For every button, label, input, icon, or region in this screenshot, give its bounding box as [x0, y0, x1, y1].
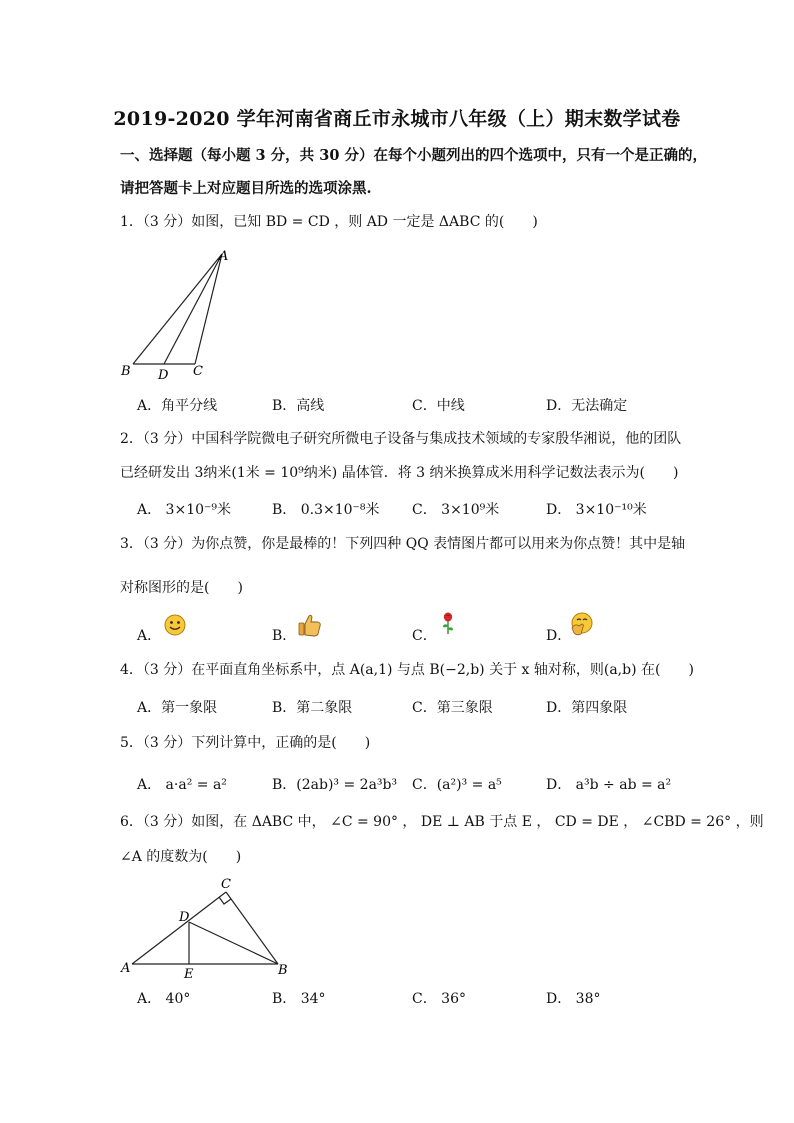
label-c: C: [221, 877, 231, 892]
label-a: A: [219, 249, 229, 264]
q4-stem: 4．（3 分）在平面直角坐标系中，点 A(a,1) 与点 B(−2,b) 关于 x 轴对称，则(a,b) 在( ): [120, 662, 694, 678]
label-b: B: [278, 963, 288, 978]
hand-cover-face-icon: [569, 611, 595, 637]
q6-option-c: C． 36°: [412, 991, 466, 1007]
q1-stem: 1．（3 分）如图，已知 BD = CD ，则 AD 一定是 ΔABC 的( ): [120, 214, 538, 230]
label-e: E: [184, 967, 194, 982]
segment-db: [189, 922, 278, 964]
section-heading-line-1: 一、选择题（每小题 3 分，共 30 分）在每个小题列出的四个选项中，只有一个是正确的，: [120, 147, 707, 164]
segment-cb: [226, 892, 278, 964]
q2-stem-line-1: 2．（3 分）中国科学院微电子研究所微电子设备与集成技术领域的专家殷华湘说，他的团队: [120, 431, 682, 447]
label-d: D: [179, 910, 190, 925]
segment-ad: [164, 254, 222, 364]
q6-option-b: B． 34°: [272, 991, 326, 1007]
q6-right-triangle-figure: [118, 874, 298, 982]
q4-option-b: B．第二象限: [272, 700, 353, 716]
q5-option-a: A． a·a² = a²: [137, 777, 227, 793]
q3-option-d: D．: [546, 628, 572, 644]
thumbs-up-icon: [297, 612, 323, 638]
q6-stem-line-2: ∠A 的度数为( ): [120, 849, 242, 865]
q5-stem: 5．（3 分）下列计算中，正确的是( ): [120, 735, 371, 751]
segment-ac: [132, 892, 226, 964]
q4-option-c: C．第三象限: [412, 700, 493, 716]
rose-icon: [440, 611, 456, 635]
q5-option-d: D． a³b ÷ ab = a²: [546, 777, 672, 793]
q2-stem-line-2: 已经研发出 3纳米(1米 = 10⁹纳米) 晶体管．将 3 纳米换算成米用科学记数法表示为( ): [120, 465, 679, 481]
q3-option-a: A．: [137, 628, 162, 644]
q6-stem-line-1: 6．（3 分）如图，在 ΔABC 中， ∠C = 90° ， DE ⊥ AB 于点 E ， CD = DE ， ∠CBD = 26° ，则: [120, 814, 764, 830]
q2-option-a: A． 3×10⁻⁹米: [137, 502, 232, 518]
smiley-icon: [163, 613, 187, 637]
q3-stem-line-2: 对称图形的是( ): [120, 580, 243, 596]
q2-option-b: B． 0.3×10⁻⁸米: [272, 502, 380, 518]
q3-option-c: C．: [412, 628, 437, 644]
q4-option-a: A．第一象限: [137, 700, 218, 716]
q2-option-c: C． 3×10⁹米: [412, 502, 500, 518]
label-b: B: [121, 364, 131, 379]
label-a: A: [121, 961, 131, 976]
q6-option-d: D． 38°: [546, 991, 601, 1007]
label-c: C: [193, 364, 203, 379]
q1-option-c: C．中线: [412, 398, 465, 414]
q1-option-b: B．高线: [272, 398, 325, 414]
q1-triangle-figure: [118, 246, 238, 386]
q5-option-c: C．(a²)³ = a⁵: [412, 777, 502, 793]
label-d: D: [158, 368, 169, 383]
q1-option-d: D．无法确定: [546, 398, 628, 414]
q6-option-a: A． 40°: [137, 991, 191, 1007]
q3-option-b: B．: [272, 628, 297, 644]
q5-option-b: B．(2ab)³ = 2a³b³: [272, 777, 398, 793]
q2-option-d: D． 3×10⁻¹⁰米: [546, 502, 647, 518]
section-heading-line-2: 请把答题卡上对应题目所选的选项涂黑.: [120, 180, 372, 197]
page-title: 2019-2020 学年河南省商丘市永城市八年级（上）期末数学试卷: [113, 108, 681, 130]
q1-option-a: A．角平分线: [137, 398, 218, 414]
q4-option-d: D．第四象限: [546, 700, 628, 716]
q3-stem-line-1: 3．（3 分）为你点赞，你是最棒的！下列四种 QQ 表情图片都可以用来为你点赞！其中是轴: [120, 536, 686, 552]
right-angle-mark: [219, 897, 231, 904]
